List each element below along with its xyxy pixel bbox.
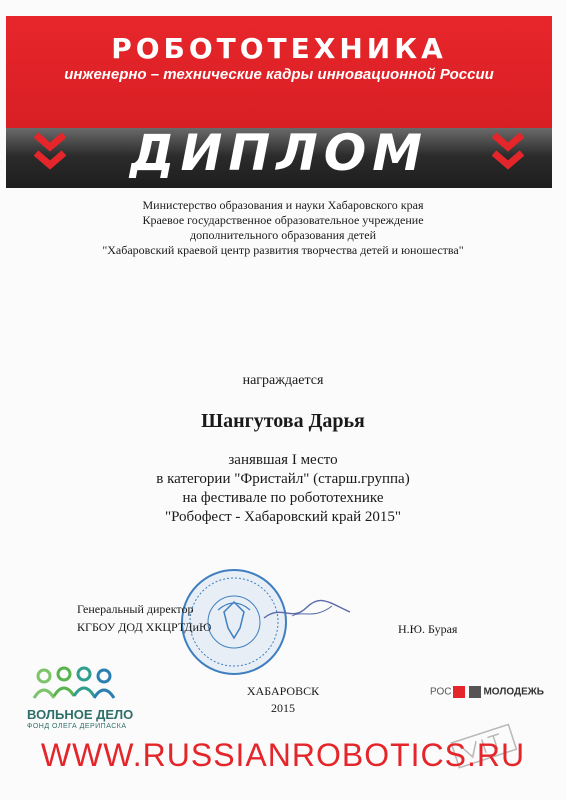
director-org-line: КГБОУ ДОД ХКЦРТДиЮ bbox=[77, 620, 212, 634]
rosmolodezh-logo bbox=[430, 686, 544, 698]
city-name: ХАБАРОВСК bbox=[246, 684, 320, 698]
award-line: занявшая I место bbox=[228, 452, 338, 468]
gray-square-icon bbox=[469, 686, 481, 698]
rosmolodezh-word: МОЛОДЕЖЬ bbox=[483, 686, 544, 698]
award-line: на фестивале по робототехнике bbox=[182, 490, 384, 506]
brand-title: РОБОТОТЕХНИКА bbox=[111, 32, 447, 65]
org-line: "Хабаровский краевой центр развития творчества детей и юношества" bbox=[102, 243, 464, 257]
rosmolodezh-prefix: РОС bbox=[430, 686, 452, 698]
awarded-label: награждается bbox=[242, 373, 324, 388]
award-description bbox=[0, 451, 566, 527]
director-title bbox=[77, 600, 211, 636]
organization-block bbox=[60, 198, 506, 258]
brand-subtitle: инженерно – технические кадры инновационной России bbox=[64, 66, 494, 83]
footer-url: WWW.RUSSIANROBOTICS.RU bbox=[40, 737, 526, 773]
director-title-line: Генеральный директор bbox=[77, 602, 194, 616]
red-square-icon bbox=[453, 686, 465, 698]
chevron-down-icon bbox=[30, 131, 70, 179]
header-banner bbox=[6, 16, 552, 188]
org-line: дополнительного образования детей bbox=[190, 228, 376, 242]
diploma-title: ДИПЛОМ bbox=[129, 124, 428, 182]
recipient-name: Шангутова Дарья bbox=[201, 410, 365, 432]
award-line: "Робофест - Хабаровский край 2015" bbox=[164, 509, 402, 525]
volnoe-delo-subtitle: ФОНД ОЛЕГА ДЕРИПАСКА bbox=[27, 723, 127, 730]
chevron-down-icon bbox=[488, 131, 528, 179]
signer-name: Н.Ю. Бурая bbox=[398, 622, 458, 636]
org-line: Краевое государственное образовательное учреждение bbox=[142, 213, 424, 227]
year: 2015 bbox=[271, 701, 295, 715]
signature-scribble bbox=[262, 598, 352, 624]
volnoe-delo-name: ВОЛЬНОЕ ДЕЛО bbox=[27, 707, 134, 722]
award-line: в категории "Фристайл" (старш.группа) bbox=[156, 471, 410, 487]
org-line: Министерство образования и науки Хабаровского края bbox=[142, 198, 424, 212]
